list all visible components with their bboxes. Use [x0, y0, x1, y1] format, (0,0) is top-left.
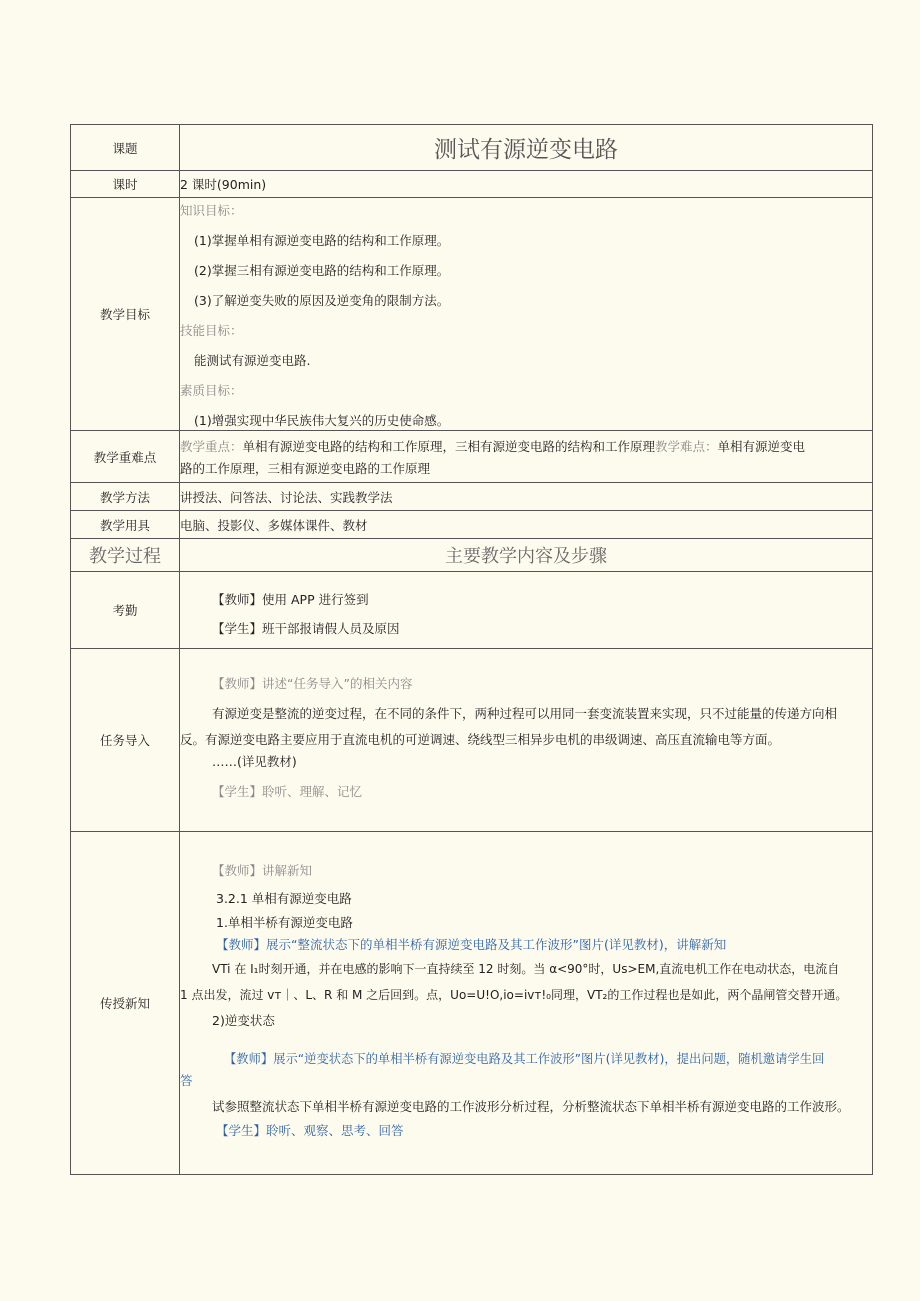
method-value: 讲授法、问答法、讨论法、实践教学法 — [180, 483, 873, 511]
skill-heading: 技能目标： — [180, 323, 243, 338]
intro-row — [71, 649, 873, 832]
page-title: 测试有源逆变电路 — [180, 125, 873, 171]
attendance-teacher: 【教师】使用 APP 进行签到 — [212, 592, 369, 607]
intro-label: 任务导入 — [71, 649, 180, 832]
quality-heading: 素质目标： — [180, 383, 243, 398]
nk-section-title: 3.2.1 单相有源逆变电路 — [216, 891, 352, 906]
new-knowledge-label: 传授新知 — [71, 832, 180, 1175]
nk-teacher-show-1: 【教师】展示“整流状态下的单相半桥有源逆变电路及其工作波形”图片(详见教材)，讲解新知 — [216, 937, 727, 952]
tools-label: 教学用具 — [71, 511, 180, 539]
nk-paragraph-c: 试参照整流状态下单相半桥有源逆变电路的工作波形分析过程，分析整流状态下单相半桥有源逆变电路的工作波形。 — [212, 1099, 850, 1114]
objectives-row — [71, 198, 873, 431]
knowledge-item-2: (2)掌握三相有源逆变电路的结构和工作原理。 — [194, 263, 450, 278]
topic-label: 课题 — [71, 125, 180, 171]
intro-student: 【学生】聆听、理解、记忆 — [212, 784, 363, 799]
keypoints-label: 教学重难点 — [71, 431, 180, 483]
method-row — [71, 483, 873, 511]
process-header-row — [71, 539, 873, 572]
nk-teacher-show-2a: 【教师】展示“逆变状态下的单相半桥有源逆变电路及其工作波形”图片(详见教材)，提出问题，随机邀请学生回 — [224, 1052, 825, 1066]
skill-item-1: 能测试有源逆变电路. — [194, 353, 311, 368]
quality-item-1: (1)增强实现中华民族伟大复兴的历史使命感。 — [194, 413, 450, 428]
intro-paragraph-2: 反。有源逆变电路主要应用于直流电机的可逆调速、绕线型三相异步电机的串级调速、高压直流输电等方面。 — [180, 732, 781, 747]
difficulty-heading: 教学难点： — [655, 438, 718, 454]
lesson-plan — [70, 124, 872, 1174]
nk-teacher: 【教师】讲解新知 — [212, 863, 313, 878]
lesson-plan-table — [70, 124, 873, 1175]
attendance-row — [71, 572, 873, 649]
new-knowledge-row — [71, 832, 873, 1175]
tools-value: 电脑、投影仪、多媒体课件、教材 — [180, 511, 873, 539]
hours-value: 2 课时(90min) — [180, 171, 873, 198]
intro-etc: ……(详见教材) — [212, 754, 297, 769]
topic-row — [71, 125, 873, 171]
hours-row — [71, 171, 873, 198]
nk-student: 【学生】聆听、观察、思考、回答 — [216, 1123, 404, 1138]
nk-paragraph-a: VTi 在 I₁时刻开通，并在电感的影响下一直持续至 12 时刻。当 α<90°时，Us>EM,直流电机工作在电动状态，电流自 — [212, 962, 840, 976]
key-text: 单相有源逆变电路的结构和工作原理，三相有源逆变电路的结构和工作原理 — [242, 438, 656, 454]
hours-label: 课时 — [71, 171, 180, 198]
process-header-label: 教学过程 — [71, 539, 180, 572]
key-heading: 教学重点： — [180, 438, 243, 454]
intro-teacher: 【教师】讲述“任务导入”的相关内容 — [212, 676, 413, 691]
intro-paragraph-1: 有源逆变是整流的逆变过程，在不同的条件下，两种过程可以用同一套变流装置来实现，只不过能量的传递方向相 — [212, 706, 838, 721]
knowledge-heading: 知识目标： — [180, 203, 243, 218]
knowledge-item-3: (3)了解逆变失败的原因及逆变角的限制方法。 — [194, 293, 450, 308]
process-header-value: 主要教学内容及步骤 — [180, 539, 873, 572]
attendance-student: 【学生】班干部报请假人员及原因 — [212, 621, 400, 636]
attendance-label: 考勤 — [71, 572, 180, 649]
nk-teacher-show-2b: 答 — [180, 1073, 193, 1088]
keypoints-row — [71, 431, 873, 483]
difficulty-text-1: 单相有源逆变电 — [717, 438, 806, 454]
nk-paragraph-b: 1 点出发，流过 vт｜、L、R 和 M 之后回到。点，Uo=U!O,io=ivт!₀同理，VT₂的工作过程也是如此，两个晶闸管交替开通。 — [180, 988, 848, 1002]
objectives-label: 教学目标 — [71, 198, 180, 431]
knowledge-item-1: (1)掌握单相有源逆变电路的结构和工作原理。 — [194, 233, 450, 248]
tools-row — [71, 511, 873, 539]
method-label: 教学方法 — [71, 483, 180, 511]
difficulty-text-2: 路的工作原理，三相有源逆变电路的工作原理 — [180, 460, 431, 476]
nk-subsection-1: 1.单相半桥有源逆变电路 — [216, 915, 353, 930]
nk-subsection-2: 2)逆变状态 — [212, 1013, 275, 1028]
